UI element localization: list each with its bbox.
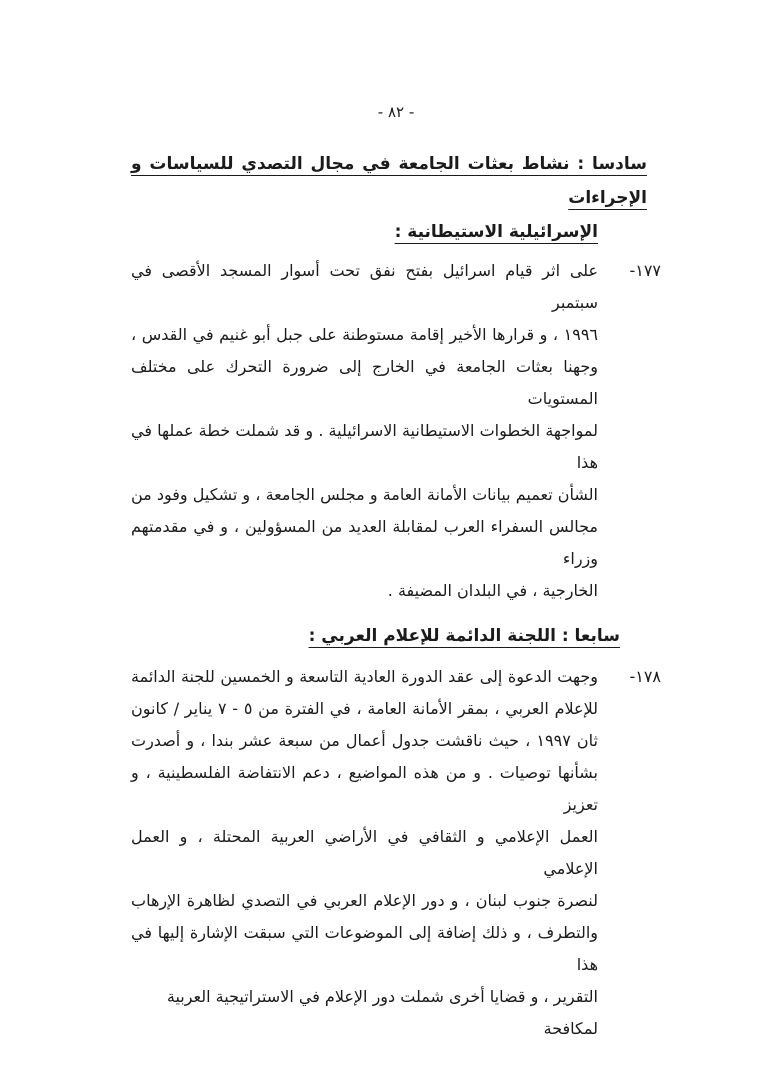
text-line: التقرير ، و قضايا أخرى شملت دور الإعلام في الاستراتيجية العربية لمكافحة [166, 987, 598, 1038]
page-content [131, 0, 661, 1045]
text-line: بشأنها توصيات . و من هذه المواضيع ، دعم الانتفاضة الفلسطينية ، و تعزيز [131, 763, 598, 814]
text-line: للإعلام العربي ، بمقر الأمانة العامة ، في الفترة من ٥ - ٧ يناير / كانون [131, 699, 599, 718]
section-six-heading-text-2: الإسرائيلية الاستيطانية : [394, 222, 598, 242]
text-line: الشأن تعميم بيانات الأمانة العامة و مجلس الجامعة ، و تشكيل وفود من [131, 485, 598, 504]
paragraph-178-number: ١٧٨- [629, 667, 661, 686]
text-line: وجهنا بعثات الجامعة في الخارج إلى ضرورة التحرك على مختلف المستويات [131, 357, 598, 408]
section-six-heading [131, 147, 661, 249]
section-seven-heading [131, 619, 661, 653]
paragraph-178-text [131, 661, 598, 1045]
text-line: العمل الإعلامي و الثقافي في الأراضي العربية المحتلة ، و العمل الإعلامي [131, 827, 598, 878]
text-line: وجهت الدعوة إلى عقد الدورة العادية التاسعة و الخمسين للجنة الدائمة [131, 667, 598, 686]
text-line: والتطرف ، و ذلك إضافة إلى الموضوعات التي سبقت الإشارة إليها في هذا [131, 923, 598, 974]
text-line: ثان ١٩٩٧ ، حيث ناقشت جدول أعمال من سبعة عشر بندا ، و أصدرت [131, 731, 598, 750]
paragraph-178 [131, 661, 661, 1045]
text-line: على اثر قيام اسرائيل بفتح نفق تحت أسوار المسجد الأقصى في سبتمبر [131, 261, 598, 312]
section-six-heading-line-1 [131, 147, 661, 215]
section-seven-heading-text: سابعا : اللجنة الدائمة للإعلام العربي : [308, 626, 620, 646]
text-line: الخارجية ، في البلدان المضيفة . [387, 581, 598, 600]
paragraph-177-number: ١٧٧- [629, 261, 661, 280]
text-line: ١٩٩٦ ، و قرارها الأخير إقامة مستوطنة على جبل أبو غنيم في القدس ، [131, 325, 598, 344]
paragraph-177-text [131, 255, 598, 607]
section-six-heading-line-2 [131, 215, 661, 249]
text-line: لنصرة جنوب لبنان ، و دور الإعلام العربي في التصدي لظاهرة الإرهاب [131, 891, 598, 910]
text-line: مجالس السفراء العرب لمقابلة العديد من المسؤولين ، و في مقدمتهم وزراء [131, 517, 598, 568]
section-six-heading-text-1: سادسا : نشاط بعثات الجامعة في مجال التصدي للسياسات و الإجراءات [131, 154, 647, 208]
paragraph-177 [131, 255, 661, 607]
page-number: - ٨٢ - [377, 103, 415, 121]
text-line: لمواجهة الخطوات الاستيطانية الاسرائيلية . و قد شملت خطة عملها في هذا [131, 421, 598, 472]
